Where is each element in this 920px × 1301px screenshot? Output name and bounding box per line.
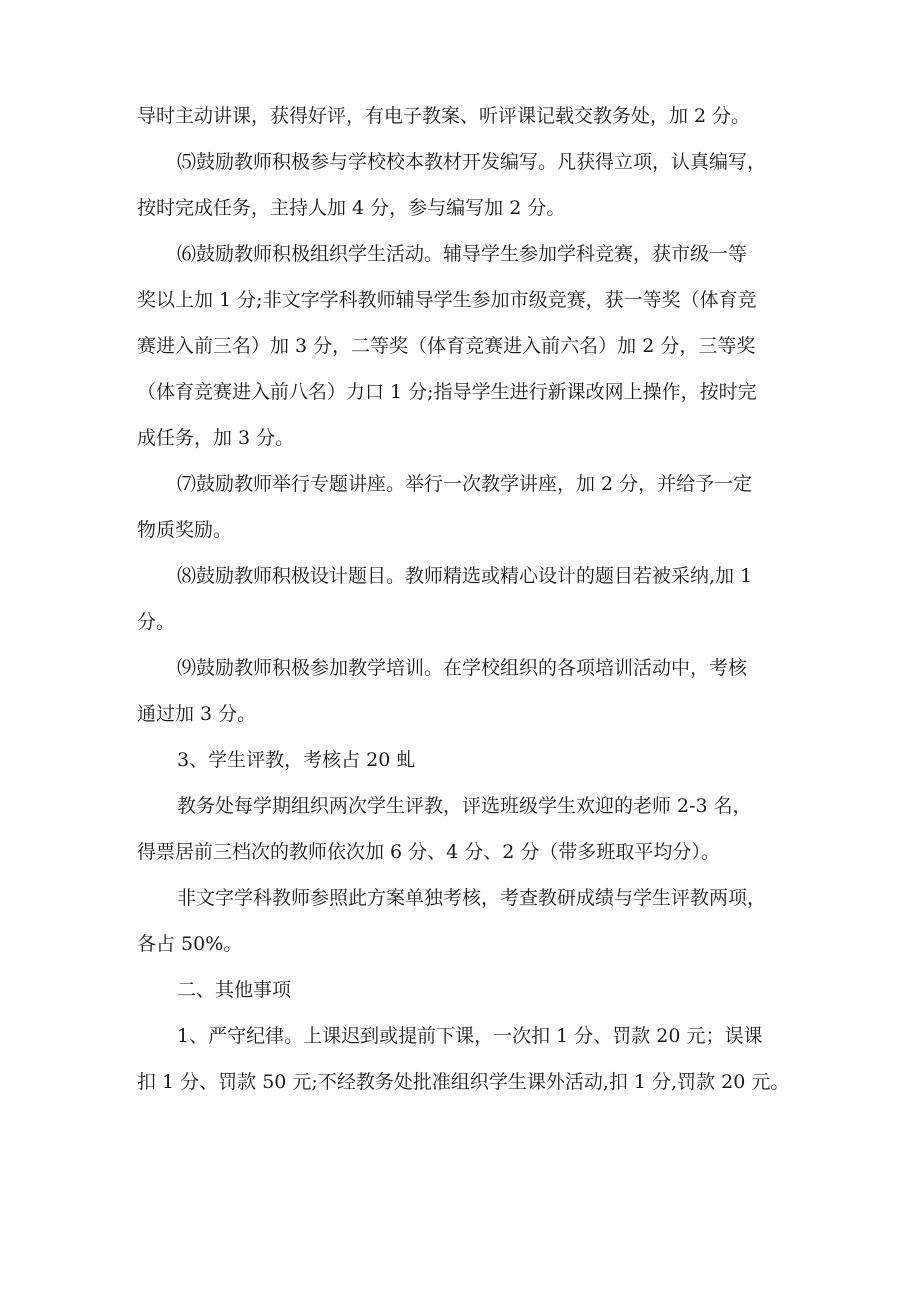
text-line: ⑼鼓励教师积极参加教学培训。在学校组织的各项培训活动中，考核 — [177, 657, 748, 679]
text-line: ⑺鼓励教师举行专题讲座。举行一次教学讲座，加 2 分，并给予一定 — [177, 473, 753, 495]
text-line: 奖以上加 1 分;非文字学科教师辅导学生参加市级竞赛，获一等奖（体育竞 — [137, 289, 757, 311]
section-heading: 二、其他事项 — [177, 979, 292, 1001]
text-line: 扣 1 分、罚款 50 元;不经教务处批准组织学生课外活动,扣 1 分,罚款 20 元。 — [137, 1071, 790, 1093]
text-line: 非文字学科教师参照此方案单独考核，考查教研成绩与学生评教两项， — [177, 887, 767, 909]
text-line: 分。 — [137, 611, 176, 633]
text-line: 通过加 3 分。 — [137, 703, 257, 725]
document-body — [137, 93, 797, 1105]
text-line: 成任务，加 3 分。 — [137, 427, 295, 449]
text-line: 得票居前三档次的教师依次加 6 分、4 分、2 分（带多班取平均分）。 — [137, 841, 720, 863]
text-line: （体育竞赛进入前八名）力口 1 分;指导学生进行新课改网上操作，按时完 — [137, 381, 757, 403]
text-line: 1、严守纪律。上课迟到或提前下课，一次扣 1 分、罚款 20 元；误课 — [177, 1025, 763, 1047]
text-line: 导时主动讲课，获得好评，有电子教案、听评课记载交教务处，加 2 分。 — [137, 105, 751, 127]
text-line: 物质奖励。 — [137, 519, 233, 541]
text-line: 按时完成任务，主持人加 4 分，参与编写加 2 分。 — [137, 197, 566, 219]
text-line: ⑹鼓励教师积极组织学生活动。辅导学生参加学科竞赛，获市级一等 — [177, 243, 748, 265]
text-line: ⑻鼓励教师积极设计题目。教师精选或精心设计的题目若被采纳,加 1 — [177, 565, 753, 587]
text-line: 赛进入前三名）加 3 分，二等奖（体育竞赛进入前六名）加 2 分，三等奖 — [137, 335, 756, 357]
section-heading: 3、学生评教，考核占 20 虬 — [177, 749, 416, 771]
text-line: ⑸鼓励教师积极参与学校校本教材开发编写。凡获得立项，认真编写， — [177, 151, 767, 173]
text-line: 教务处每学期组织两次学生评教，评选班级学生欢迎的老师 2-3 名， — [177, 795, 752, 817]
text-line: 各占 50%。 — [137, 933, 243, 955]
